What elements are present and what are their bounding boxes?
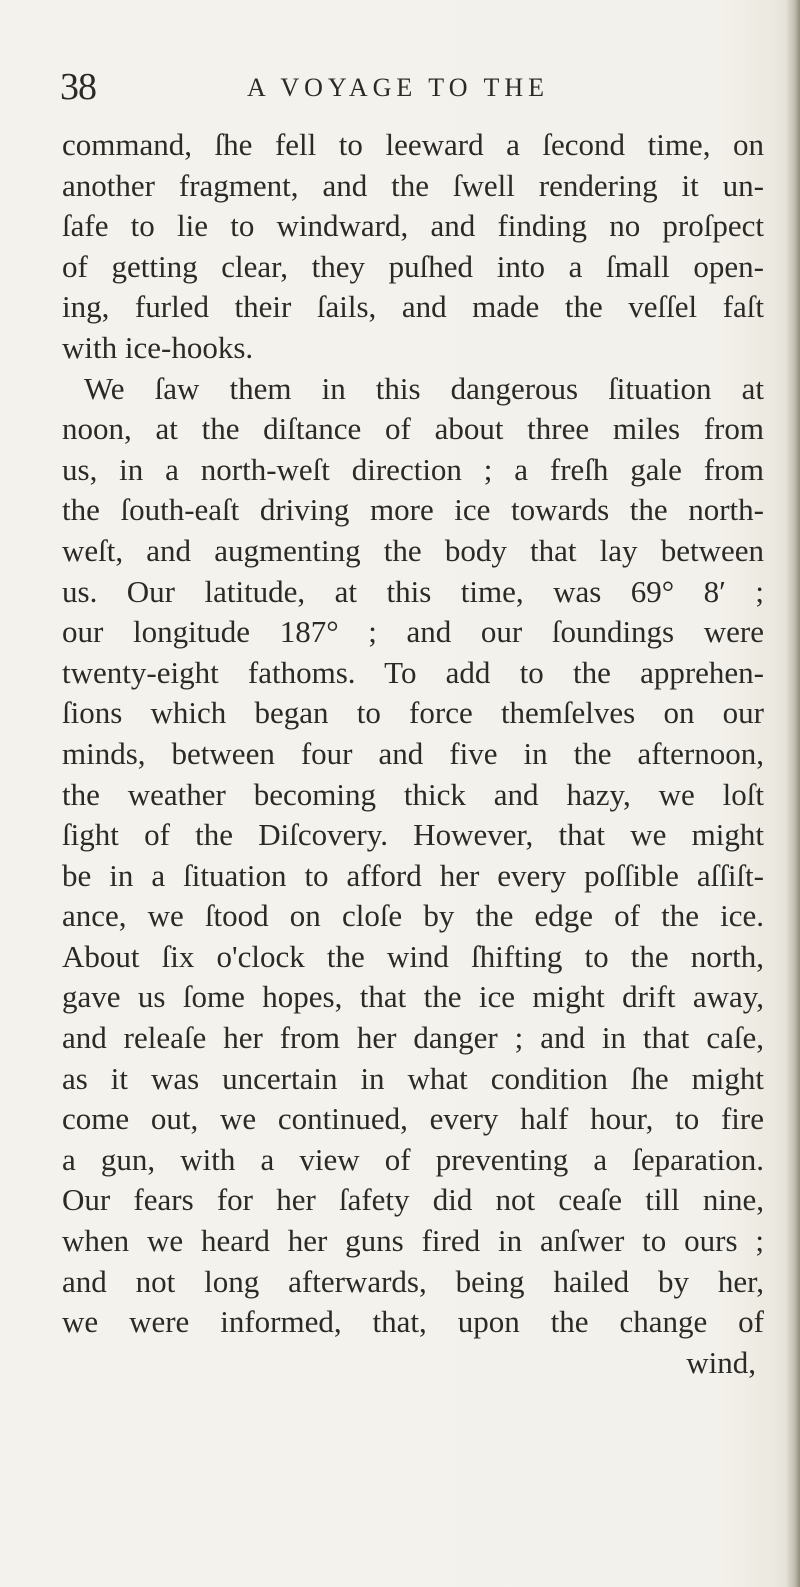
text-line: ſafe to lie to windward, and finding no proſpect bbox=[62, 208, 764, 244]
page-number: 38 bbox=[60, 66, 96, 108]
text-line: of getting clear, they puſhed into a ſmall open- bbox=[62, 248, 764, 284]
running-head bbox=[0, 62, 800, 112]
text-line: ſight of the Diſcovery. However, that we might bbox=[62, 817, 764, 853]
text-line: minds, between four and five in the afternoon, bbox=[62, 735, 764, 771]
text-line: noon, at the diſtance of about three miles from bbox=[62, 411, 764, 447]
catchword: wind, bbox=[686, 1344, 756, 1380]
text-line: command, ſhe fell to leeward a ſecond time, on bbox=[62, 127, 764, 162]
body-text bbox=[62, 125, 764, 1383]
text-line: and not long afterwards, being hailed by her, bbox=[62, 1263, 764, 1299]
text-line: ance, we ſtood on cloſe by the edge of the ice. bbox=[62, 898, 764, 934]
text-line: be in a ſituation to afford her every poſſible aſſiſt- bbox=[62, 857, 764, 893]
page-edge-shadow bbox=[786, 0, 800, 1587]
text-line: come out, we continued, every half hour, to fire bbox=[62, 1101, 764, 1137]
text-line: Our fears for her ſafety did not ceaſe till nine, bbox=[62, 1182, 764, 1218]
text-line: a gun, with a view of preventing a ſeparation. bbox=[62, 1141, 764, 1177]
text-line: ſions which began to force themſelves on our bbox=[62, 695, 764, 731]
text-line: ing, furled their ſails, and made the veſſel faſt bbox=[62, 289, 764, 325]
running-title: A VOYAGE TO THE bbox=[247, 73, 550, 102]
text-line: the weather becoming thick and hazy, we loſt bbox=[62, 776, 764, 812]
text-line: another fragment, and the ſwell rendering it un- bbox=[62, 167, 764, 203]
text-line: and releaſe her from her danger ; and in that caſe, bbox=[62, 1020, 764, 1056]
text-line: We ſaw them in this dangerous ſituation at bbox=[84, 370, 764, 406]
text-line: About ſix o'clock the wind ſhifting to the north, bbox=[62, 938, 764, 974]
text-line: with ice-hooks. bbox=[62, 329, 254, 365]
text-line: twenty-eight fathoms. To add to the apprehen- bbox=[62, 654, 764, 690]
text-line: the ſouth-eaſt driving more ice towards the north- bbox=[62, 492, 764, 528]
text-line: gave us ſome hopes, that the ice might drift away, bbox=[62, 979, 764, 1015]
text-line: us. Our latitude, at this time, was 69° 8′ ; bbox=[62, 573, 764, 609]
text-line: us, in a north-weſt direction ; a freſh gale from bbox=[62, 451, 764, 487]
text-line: when we heard her guns fired in anſwer to ours ; bbox=[62, 1223, 764, 1259]
text-line: weſt, and augmenting the body that lay between bbox=[62, 532, 764, 568]
text-line: our longitude 187° ; and our ſoundings were bbox=[62, 614, 764, 650]
text-line: we were informed, that, upon the change of bbox=[62, 1304, 764, 1340]
text-line: as it was uncertain in what condition ſhe might bbox=[62, 1060, 764, 1096]
